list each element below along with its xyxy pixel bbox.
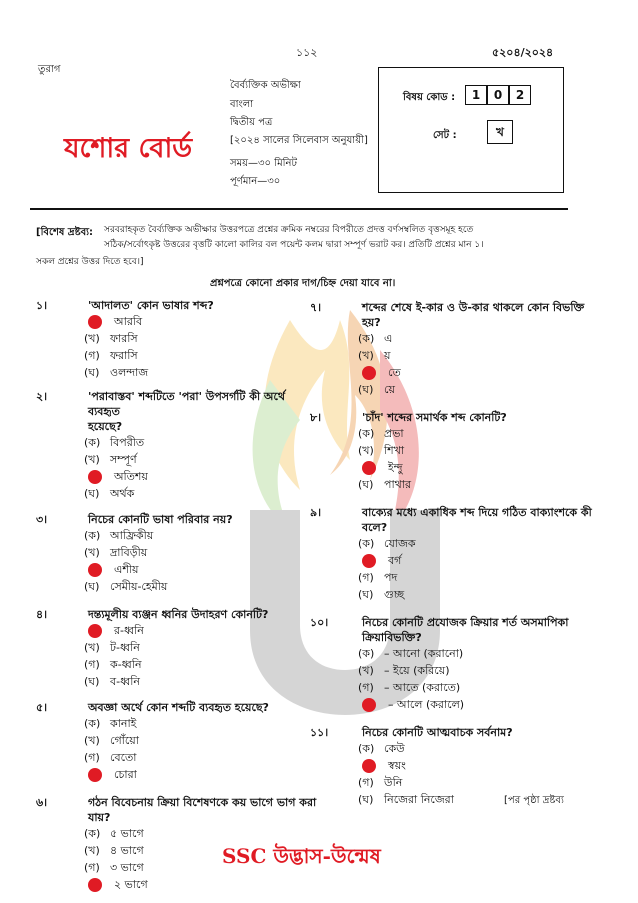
answer-option[interactable] xyxy=(332,459,592,476)
filled-answer-bubble xyxy=(88,878,102,892)
answer-option[interactable] xyxy=(58,364,320,381)
answer-option[interactable] xyxy=(58,578,320,595)
answer-option[interactable] xyxy=(332,774,592,791)
option-label: (ক) xyxy=(84,436,101,449)
question-number: ২। xyxy=(36,390,48,403)
option-text: কানাই xyxy=(110,717,137,730)
question-block xyxy=(36,389,320,502)
filled-answer-bubble xyxy=(362,554,376,568)
option-label: (গ) xyxy=(84,751,100,764)
answer-option[interactable] xyxy=(58,561,320,578)
question-number: ১। xyxy=(36,299,48,312)
question-block xyxy=(36,700,320,783)
answer-option[interactable] xyxy=(332,476,592,493)
question-text: হয়? xyxy=(362,316,381,329)
answer-option[interactable] xyxy=(332,552,592,569)
answer-option[interactable] xyxy=(332,535,592,552)
option-text: চোরা xyxy=(114,768,137,781)
subject-code-label: বিষয় কোড : xyxy=(403,92,456,103)
option-label: (ক) xyxy=(358,647,375,660)
next-page-note: [পর পৃষ্ঠা দ্রষ্টব্য xyxy=(504,795,564,806)
option-text: গোঁয়ো xyxy=(110,734,139,747)
answer-option[interactable] xyxy=(58,876,320,893)
option-text: কেউ xyxy=(384,742,405,755)
question-text: 'পরাবাস্তব' শব্দটিতে 'পরা' উপসর্গটি কী অর্থে ব্যবহৃত xyxy=(88,390,285,418)
option-label: (খ) xyxy=(84,453,100,466)
option-label: (ক) xyxy=(358,332,375,345)
option-text: ৪ ভাগে xyxy=(110,844,144,857)
answer-option[interactable] xyxy=(332,696,592,713)
answer-option[interactable] xyxy=(332,645,592,662)
option-label: (খ) xyxy=(358,444,374,457)
question-block xyxy=(310,505,592,603)
question-block xyxy=(310,300,592,398)
answer-option[interactable] xyxy=(332,364,592,381)
option-label: (গ) xyxy=(84,658,100,671)
answer-option[interactable] xyxy=(58,485,320,502)
option-text: – আতে (করাতে) xyxy=(384,681,461,694)
option-label: (ক) xyxy=(358,537,375,550)
option-text: আফ্রিকীয় xyxy=(110,529,154,542)
option-label: (ঘ) xyxy=(84,675,100,688)
filled-answer-bubble xyxy=(362,461,376,475)
answer-option[interactable] xyxy=(332,569,592,586)
option-label: (ঘ) xyxy=(84,366,100,379)
option-label: (গ) xyxy=(84,861,100,874)
exam-year: ৫২০৪/২০২৪ xyxy=(492,46,554,59)
questions-right-column xyxy=(310,300,592,808)
question-text: 'চাঁদ' শব্দের সমার্থক শব্দ কোনটি? xyxy=(362,411,507,424)
filled-answer-bubble xyxy=(362,698,376,712)
option-text: র-ধ্বনি xyxy=(114,624,144,637)
option-text: আরবি xyxy=(114,315,143,328)
filled-answer-bubble xyxy=(88,768,102,782)
option-label: (খ) xyxy=(84,641,100,654)
question-block xyxy=(310,615,592,713)
answer-option[interactable] xyxy=(58,544,320,561)
answer-option[interactable] xyxy=(58,330,320,347)
option-label: (ক) xyxy=(84,529,101,542)
question-number: ১০। xyxy=(310,616,329,629)
option-text: প্রভা xyxy=(384,427,404,440)
option-label: (গ) xyxy=(358,571,374,584)
option-text: এ xyxy=(384,332,393,345)
instructions-line: সরবরাহকৃত বৈর্ব্যক্তিক অভীক্ষার উত্তরপত্রে প্রশ্নের ক্রমিক নম্বরের বিপরীতে প্রদত্ত বর্ণসম্বলিত বৃত্তসমূহ হতে xyxy=(104,225,474,235)
option-text: এশীয় xyxy=(114,563,139,576)
code-digit: 2 xyxy=(509,85,531,105)
question-number: ৪। xyxy=(36,608,48,621)
option-text: ফারসি xyxy=(110,332,138,345)
option-text: ট-ধ্বনি xyxy=(110,641,140,654)
answer-option[interactable] xyxy=(58,639,320,656)
question-number: ৫। xyxy=(36,701,48,714)
option-text: বেতো xyxy=(110,751,137,764)
question-text: 'আদালত' কোন ভাষার শব্দ? xyxy=(88,299,214,312)
answer-option[interactable] xyxy=(58,313,320,330)
option-text: শিখা xyxy=(384,444,405,457)
answer-option[interactable] xyxy=(58,434,320,451)
question-text: হয়েছে? xyxy=(88,420,123,433)
answer-option[interactable] xyxy=(58,527,320,544)
board-title: যশোর বোর্ড xyxy=(64,133,193,164)
option-label: (খ) xyxy=(84,734,100,747)
option-label: (গ) xyxy=(358,776,374,789)
option-text: অতিশয় xyxy=(114,470,148,483)
question-text: অবজ্ঞা অর্থে কোন শব্দটি ব্যবহৃত হয়েছে? xyxy=(88,701,269,714)
exam-time: সময়—৩০ মিনিট xyxy=(230,158,297,169)
option-label: (ঘ) xyxy=(358,588,374,601)
full-marks: পূর্ণমান—৩০ xyxy=(230,176,281,187)
subject-code-panel xyxy=(378,67,564,193)
answer-option[interactable] xyxy=(332,381,592,398)
option-label: (ঘ) xyxy=(358,793,374,806)
syllabus-note: [২০২৪ সালের সিলেবাস অনুযায়ী] xyxy=(230,135,368,146)
answer-option[interactable] xyxy=(332,757,592,774)
question-block xyxy=(36,298,320,381)
marking-warning: প্রশ্নপত্রে কোনো প্রকার দাগ/চিহ্ন দেয়া যাবে না। xyxy=(210,278,396,289)
subject-code-boxes xyxy=(465,84,531,105)
option-text: ৫ ভাগে xyxy=(110,827,144,840)
option-text: ওলন্দাজ xyxy=(110,366,149,379)
answer-option[interactable] xyxy=(332,347,592,364)
filled-answer-bubble xyxy=(88,563,102,577)
answer-option[interactable] xyxy=(332,662,592,679)
question-number: ৩। xyxy=(36,513,48,526)
option-label: (গ) xyxy=(84,349,100,362)
answer-option[interactable] xyxy=(332,442,592,459)
question-text: নিচের কোনটি ভাষা পরিবার নয়? xyxy=(88,513,233,526)
option-text: ক-ধ্বনি xyxy=(110,658,142,671)
option-text: তে xyxy=(388,366,401,379)
question-text: নিচের কোনটি আত্মবাচক সর্বনাম? xyxy=(362,726,513,739)
option-text: য় xyxy=(384,349,391,362)
answer-option[interactable] xyxy=(332,740,592,757)
option-text: অর্থক xyxy=(110,487,135,500)
answer-option[interactable] xyxy=(332,586,592,603)
answer-option[interactable] xyxy=(58,451,320,468)
filled-answer-bubble xyxy=(362,366,376,380)
question-text: ক্রিয়াবিভক্তি? xyxy=(362,631,422,644)
school-label: তুরাগ xyxy=(38,64,61,75)
option-label: (খ) xyxy=(358,664,374,677)
option-text: উনি xyxy=(384,776,403,789)
option-text: সেমীয়-হেমীয় xyxy=(110,580,168,593)
answer-option[interactable] xyxy=(58,468,320,485)
question-block xyxy=(310,410,592,493)
option-label: (খ) xyxy=(358,349,374,362)
exam-type: বৈর্ব্যক্তিক অভীক্ষা xyxy=(230,80,301,91)
question-number: ১১। xyxy=(310,726,329,739)
option-label: (খ) xyxy=(84,546,100,559)
option-label: (ক) xyxy=(84,717,101,730)
instructions-text xyxy=(104,223,574,253)
code-digit: 0 xyxy=(487,85,509,105)
option-text: স্বয়ং xyxy=(388,759,406,772)
option-text: নিজেরা নিজেরা xyxy=(384,793,454,806)
option-label: (ঘ) xyxy=(84,580,100,593)
option-text: সম্পূর্ণ xyxy=(110,453,137,466)
filled-answer-bubble xyxy=(88,624,102,638)
option-label: (ক) xyxy=(358,742,375,755)
brand-footer: SSC উদ্ভাস-উন্মেষ xyxy=(222,844,381,868)
question-number: ৯। xyxy=(310,506,322,519)
option-text: – আলে (করালে) xyxy=(388,698,465,711)
answer-option[interactable] xyxy=(332,425,592,442)
option-label: (খ) xyxy=(84,844,100,857)
question-text: বাক্যের মধ্যে একাধিক শব্দ দিয়ে গঠিত বাক্যাংশকে কী xyxy=(362,506,592,519)
filled-answer-bubble xyxy=(88,470,102,484)
option-text: য়ে xyxy=(384,383,395,396)
option-text: গুচ্ছ xyxy=(384,588,405,601)
question-block xyxy=(36,512,320,595)
option-text: ফরাসি xyxy=(110,349,138,362)
option-text: ব-ধ্বনি xyxy=(110,675,140,688)
answer-option[interactable] xyxy=(58,347,320,364)
option-text: ২ ভাগে xyxy=(114,878,148,891)
option-text: পাথার xyxy=(384,478,412,491)
option-label: (ক) xyxy=(84,827,101,840)
option-text: – আনো (করানো) xyxy=(384,647,464,660)
question-number: ৬। xyxy=(36,796,48,809)
option-text: বিপরীত xyxy=(110,436,145,449)
answer-option[interactable] xyxy=(58,622,320,639)
answer-option[interactable] xyxy=(332,679,592,696)
instructions-line: সকল প্রশ্নের উত্তর দিতে হবে।] xyxy=(36,257,144,267)
answer-option[interactable] xyxy=(58,732,320,749)
answer-option[interactable] xyxy=(332,330,592,347)
option-text: ইন্দু xyxy=(388,461,403,474)
answer-option[interactable] xyxy=(58,715,320,732)
option-text: বর্গ xyxy=(388,554,402,567)
instructions-label: [বিশেষ দ্রষ্টব্য: xyxy=(36,227,94,238)
subject-name: বাংলা xyxy=(230,99,254,110)
option-label: (ঘ) xyxy=(84,487,100,500)
question-text: যায়? xyxy=(88,811,111,824)
set-label: সেট : xyxy=(433,130,457,141)
question-number: ৭। xyxy=(310,301,322,314)
page-number: ১১২ xyxy=(296,46,318,59)
answer-option[interactable] xyxy=(58,766,320,783)
question-block xyxy=(36,607,320,690)
question-text: নিচের কোনটি প্রযোজক ক্রিয়ার শর্ত অসমাপিকা xyxy=(362,616,569,629)
code-digit: 1 xyxy=(465,85,487,105)
option-text: ৩ ভাগে xyxy=(110,861,144,874)
option-label: (ঘ) xyxy=(358,383,374,396)
set-value: খ xyxy=(487,120,513,144)
option-label: (গ) xyxy=(358,681,374,694)
filled-answer-bubble xyxy=(362,759,376,773)
option-label: (ক) xyxy=(358,427,375,440)
answer-option[interactable] xyxy=(58,656,320,673)
question-number: ৮। xyxy=(310,411,322,424)
question-text: শব্দের শেষে ই-কার ও উ-কার থাকলে কোন বিভক্তি xyxy=(362,301,585,314)
answer-option[interactable] xyxy=(58,749,320,766)
question-text: দন্ত্যমূলীয় ব্যঞ্জন ধ্বনির উদাহরণ কোনটি? xyxy=(88,608,269,621)
option-text: দ্রাবিড়ীয় xyxy=(110,546,148,559)
filled-answer-bubble xyxy=(88,315,102,329)
question-text: বলে? xyxy=(362,521,388,534)
option-label: (খ) xyxy=(84,332,100,345)
paper-name: দ্বিতীয় পত্র xyxy=(230,117,273,128)
answer-option[interactable] xyxy=(58,825,320,842)
questions-left-column xyxy=(36,298,320,893)
option-text: যোজক xyxy=(384,537,416,550)
option-text: – ইয়ে (করিয়ে) xyxy=(384,664,450,677)
header-divider xyxy=(30,208,568,210)
option-label: (ঘ) xyxy=(358,478,374,491)
instructions-line: সঠিক/সর্বোৎকৃষ্ট উত্তরের বৃত্তটি কালো কালির বল পয়েন্ট কলম দ্বারা সম্পূর্ণ ভরাট কর। প্রতিটি প্রশ্নের মান ১। xyxy=(104,240,484,250)
answer-option[interactable] xyxy=(58,673,320,690)
option-text: পদ xyxy=(384,571,398,584)
question-text: গঠন বিবেচনায় ক্রিয়া বিশেষণকে কয় ভাগে ভাগ করা xyxy=(88,796,317,809)
